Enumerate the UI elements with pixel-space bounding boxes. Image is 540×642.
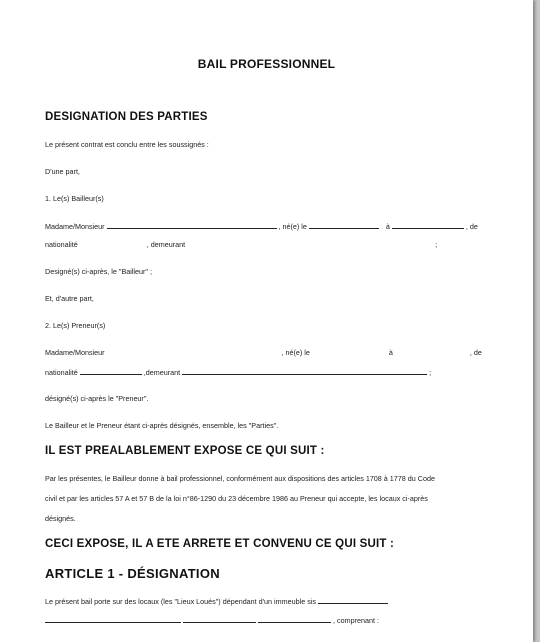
article-1-text: Le présent bail porte sur des locaux (les "Lieux Loués") dépendant d'un immeuble sis: [45, 597, 316, 606]
comprenant-label: , comprenant :: [333, 616, 379, 625]
a-label: à: [388, 348, 393, 357]
a-label: à: [385, 222, 390, 231]
paragraph-preneur-heading: 2. Le(s) Preneur(s): [45, 321, 106, 330]
section-heading-designation: DESIGNATION DES PARTIES: [45, 111, 208, 123]
de-label: , de: [469, 348, 482, 357]
expose-line-1: Par les présentes, le Bailleur donne à bail professionnel, conformément aux dispositions des articles 1708 à 1778 du Code: [45, 474, 435, 483]
paragraph-ensemble: Le Bailleur et le Preneur étant ci-après désignés, ensemble, les "Parties".: [45, 421, 279, 430]
bailleur-nationality-line: [45, 240, 437, 249]
article-1-line-1: [45, 596, 388, 606]
paragraph-dune-part: D'une part,: [45, 167, 80, 176]
nationalite-label: nationalité: [45, 368, 78, 377]
ne-le-label: , né(e) le: [278, 222, 307, 231]
ne-le-label: , né(e) le: [281, 348, 310, 357]
preneur-nationality-line: [45, 367, 431, 377]
demeurant-label: ,demeurant: [143, 368, 181, 377]
paragraph-bailleur-heading: 1. Le(s) Bailleur(s): [45, 194, 104, 203]
bailleur-identity-line: [45, 221, 478, 231]
bailleur-name-blank[interactable]: [107, 221, 277, 229]
demeurant-label: , demeurant: [146, 240, 186, 249]
article-1-line-2: [45, 615, 379, 625]
bailleur-birthdate-blank[interactable]: [309, 221, 379, 229]
paragraph-dautre-part: Et, d'autre part,: [45, 294, 94, 303]
section-heading-ceci-expose: CECI EXPOSE, IL A ETE ARRETE ET CONVENU CE QUI SUIT :: [45, 538, 395, 550]
address-blank-2[interactable]: [45, 615, 181, 623]
paragraph-designe-preneur: désigné(s) ci-après le "Preneur".: [45, 394, 149, 403]
nationalite-label: nationalité: [45, 240, 78, 249]
document-title: BAIL PROFESSIONNEL: [197, 57, 336, 71]
paragraph-intro: Le présent contrat est conclu entre les soussignés :: [45, 140, 209, 149]
preneur-address-blank[interactable]: [182, 367, 427, 375]
de-label: , de: [465, 222, 478, 231]
madame-monsieur-label: Madame/Monsieur: [45, 348, 105, 357]
expose-line-2: civil et par les articles 57 A et 57 B de la loi n°86-1290 du 23 décembre 1986 au Preneur qui accepte, les locaux ci-après: [45, 494, 428, 503]
address-blank-3[interactable]: [183, 615, 256, 623]
expose-line-3: désignés.: [45, 514, 76, 523]
article-1-heading: ARTICLE 1 - DÉSIGNATION: [45, 566, 220, 581]
section-heading-expose: IL EST PREALABLEMENT EXPOSE CE QUI SUIT :: [45, 445, 325, 457]
paragraph-designe-bailleur: Designé(s) ci-après, le "Bailleur" ;: [45, 267, 152, 276]
bailleur-birthplace-blank[interactable]: [392, 221, 464, 229]
preneur-nationality-blank[interactable]: [80, 367, 142, 375]
semicolon: ;: [429, 368, 432, 377]
madame-monsieur-label: Madame/Monsieur: [45, 222, 105, 231]
semicolon: ;: [435, 240, 438, 249]
address-blank[interactable]: [318, 596, 388, 604]
preneur-identity-line: [45, 348, 482, 357]
address-blank-4[interactable]: [258, 615, 331, 623]
